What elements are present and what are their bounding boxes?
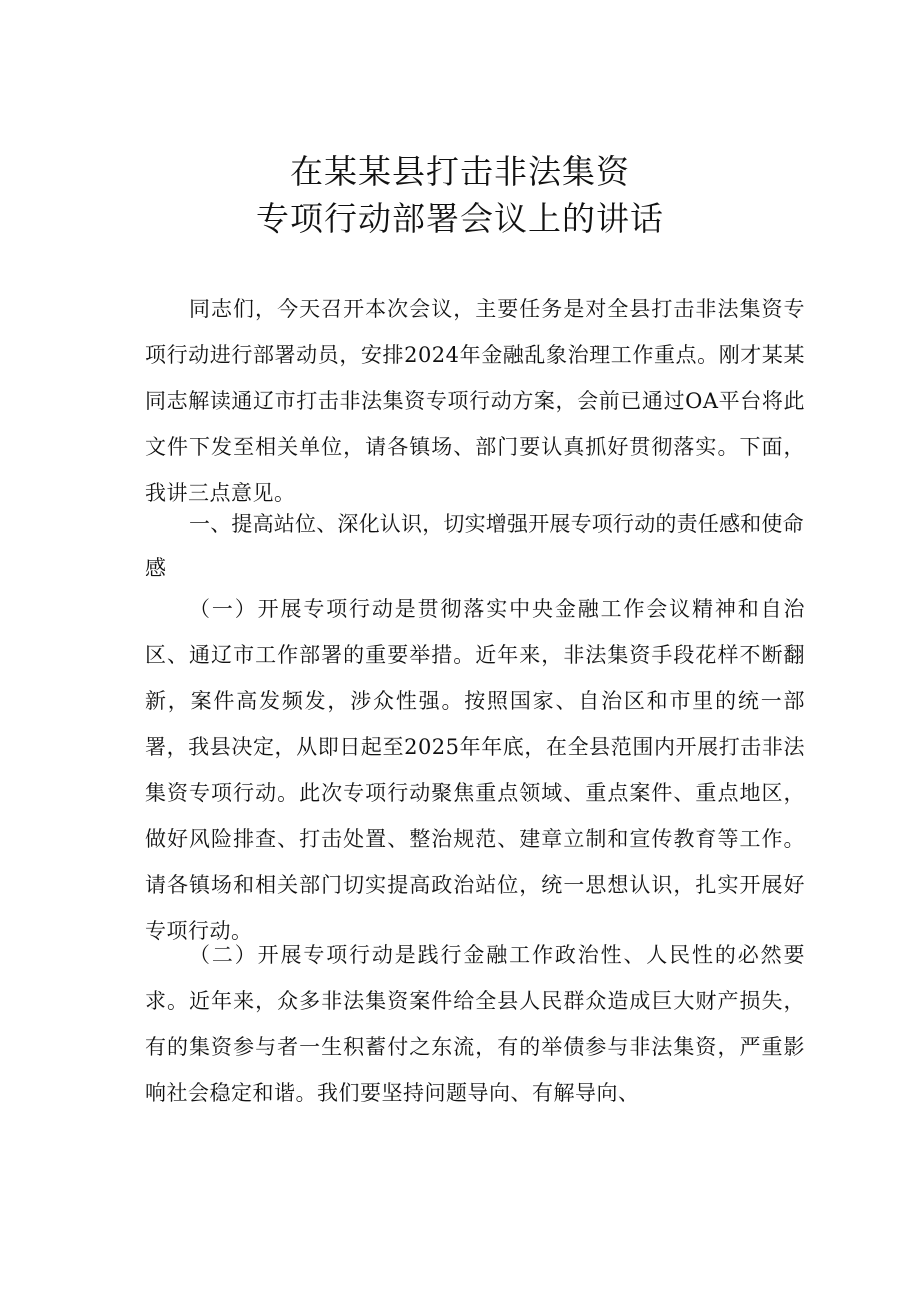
section-1-heading: 一、提高站位、深化认识，切实增强开展专项行动的责任感和使命感 (145, 512, 804, 580)
document-title-line-1: 在某某县打击非法集资 (290, 152, 630, 191)
document-title-line-2: 专项行动部署会议上的讲话 (256, 199, 664, 238)
intro-paragraph: 同志们，今天召开本次会议，主要任务是对全县打击非法集资专项行动进行部署动员，安排2024年金融乱象治理工作重点。刚才某某同志解读通辽市打击非法集资专项行动方案，会前已通过OA平台将此文件下发至相关单位，请各镇场、部门要认真抓好贯彻落实。下面，我讲三点意见。 (145, 297, 805, 505)
section-1-subsection-2: （二）开展专项行动是践行金融工作政治性、人民性的必然要求。近年来，众多非法集资案件给全县人民群众造成巨大财产损失，有的集资参与者一生积蓄付之东流，有的举债参与非法集资，严重影响社会稳定和谐。我们要坚持问题导向、有解导向、 (145, 943, 805, 1105)
section-1-subsection-1: （一）开展专项行动是贯彻落实中央金融工作会议精神和自治区、通辽市工作部署的重要举措。近年来，非法集资手段花样不断翻新，案件高发频发，涉众性强。按照国家、自治区和市里的统一部署，我县决定，从即日起至2025年年底，在全县范围内开展打击非法集资专项行动。此次专项行动聚焦重点领域、重点案件、重点地区，做好风险排查、打击处置、整治规范、建章立制和宣传教育等工作。请各镇场和相关部门切实提高政治站位，统一思想认识，扎实开展好专项行动。 (145, 597, 805, 943)
